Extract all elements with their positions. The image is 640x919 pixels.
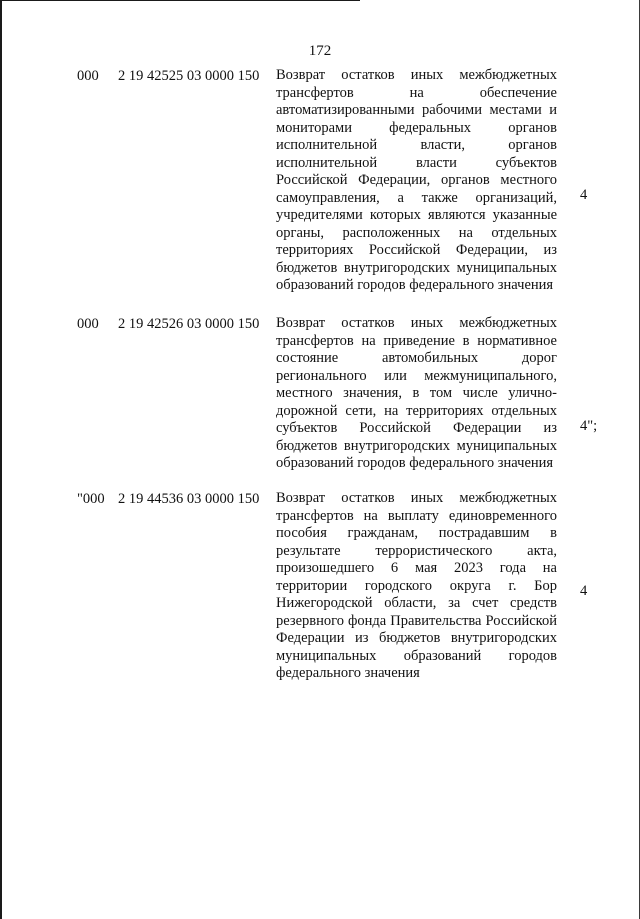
row-amount: 4 — [580, 583, 588, 599]
budget-classification-code: 2 19 42525 03 0000 150 — [118, 68, 260, 84]
admin-code: 000 — [77, 316, 99, 332]
row-amount: 4"; — [580, 418, 598, 434]
row-description: Возврат остатков иных межбюджетных трансфертов на обеспечение автоматизированными рабочими местами и мониторами федеральных органов исполнительной власти, органов исполнительной власти субъектов Российской Федерации, органов местного самоуправления, а также организаций, учредителями которых являются указанные органы, расположенных на отдельных территориях Российской Федерации, из бюджетов внутригородских муниципальных образований городов федерального значения — [276, 67, 557, 293]
admin-code: "000 — [77, 491, 105, 507]
row-description: Возврат остатков иных межбюджетных трансфертов на выплату единовременного пособия гражданам, пострадавшим в результате террористического акта, произошедшего 6 мая 2023 года на территории городского округа г. Бор Нижегородской области, за счет средств резервного фонда Правительства Российской Федерации из бюджетов внутригородских муниципальных образований городов федерального значения — [276, 490, 557, 681]
row-description: Возврат остатков иных межбюджетных трансфертов на приведение в нормативное состояние автомобильных дорог регионального или межмуниципального, местного значения, в том числе улично-дорожной сети, на территориях отдельных субъектов Российской Федерации из бюджетов внутригородских муниципальных образований городов федерального значения — [276, 315, 557, 471]
scan-edge-left — [0, 0, 2, 919]
budget-classification-code: 2 19 42526 03 0000 150 — [118, 316, 260, 332]
page-number: 172 — [308, 43, 332, 59]
budget-classification-code: 2 19 44536 03 0000 150 — [118, 491, 260, 507]
admin-code: 000 — [77, 68, 99, 84]
row-amount: 4 — [580, 187, 588, 203]
scan-edge-top — [0, 0, 360, 1]
